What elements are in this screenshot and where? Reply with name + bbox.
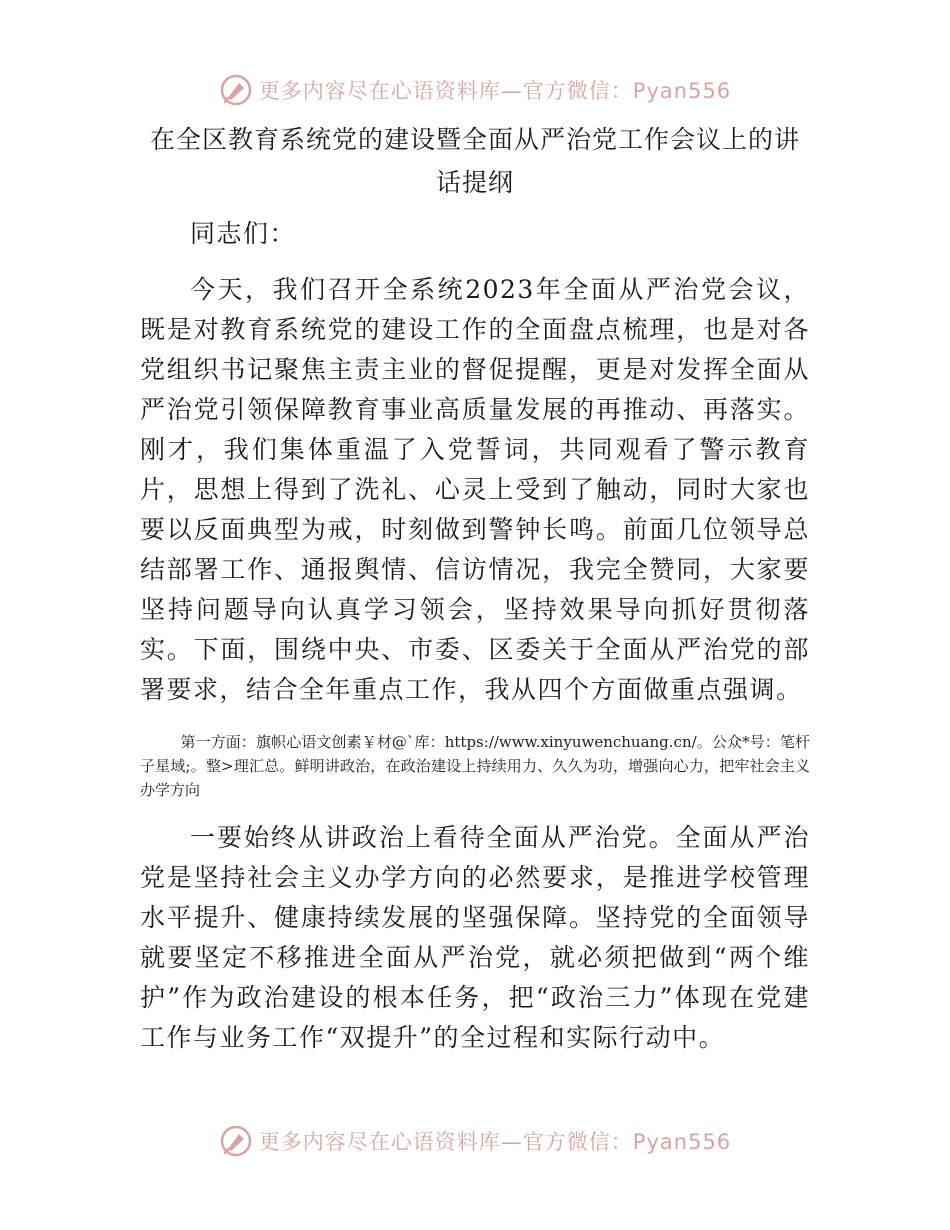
paragraph-opening: 今天，我们召开全系统2023年全面从严治党会议，既是对教育系统党的建设工作的全面盘点梳理，也是对各党组织书记聚焦主责主业的督促提醒，更是对发挥全面从严治党引领保障教育事业高质量发展的再推动、再落实。刚才，我们集体重温了入党誓词，共同观看了警示教育片，思想上得到了洗礼、心灵上受到了触动，同时大家也要以反面典型为戒，时刻做到警钟长鸣。前面几位领导总结部署工作、通报舆情、信访情况，我完全赞同，大家要坚持问题导向认真学习领会，坚持效果导向抓好贯彻落实。下面，围绕中央、市委、区委关于全面从严治党的部署要求，结合全年重点工作，我从四个方面做重点强调。 [140, 275, 810, 704]
bottom-watermark-banner [0, 1121, 950, 1161]
watermark-text: 更多内容尽在心语资料库—官方微信：Pyan556 [258, 79, 732, 103]
top-watermark-banner [0, 70, 950, 110]
paragraph-point-one: 一要始终从讲政治上看待全面从严治党。全面从严治党是坚持社会主义办学方向的必然要求，是推进学校管理水平提升、健康持续发展的坚强保障。坚持党的全面领导就要坚定不移推进全面从严治党，就必须把做到“两个维护”作为政治建设的根本任务，把“政治三力”体现在党建工作与业务工作“双提升”的全过程和实际行动中。 [140, 823, 810, 1052]
watermark-text: 更多内容尽在心语资料库—官方微信：Pyan556 [258, 1130, 732, 1154]
section-heading-note: 第一方面：旗帜心语文创素￥材@`库：https://www.xinyuwenchuang.cn/。公众*号：笔杆子星域;。整>理汇总。鲜明讲政治，在政治建设上持续用力、久久为功，增强向心力，把牢社会主义办学方向 [140, 733, 810, 799]
pen-nib-logo-icon [219, 1124, 253, 1158]
document-title: 在全区教育系统党的建设暨全面从严治党工作会议上的讲话提纲 [149, 125, 800, 197]
pen-nib-logo-icon [219, 73, 253, 107]
salutation: 同志们： [190, 219, 297, 248]
document-body [140, 118, 810, 1058]
